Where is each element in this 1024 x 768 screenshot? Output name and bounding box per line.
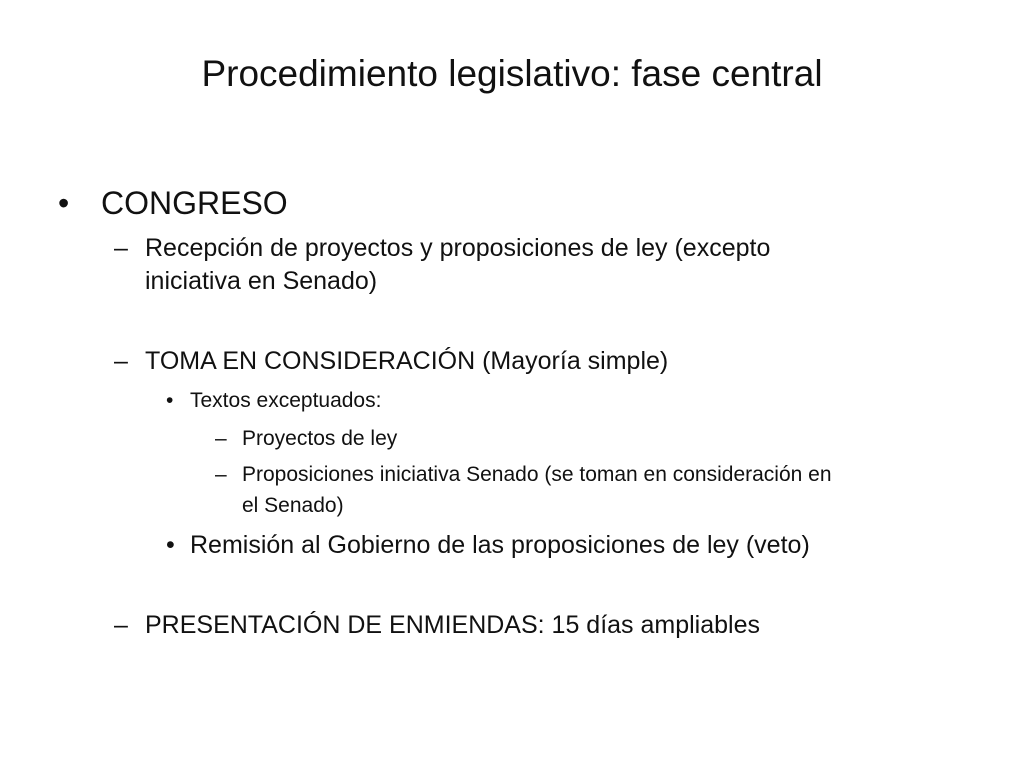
slide-title: Procedimiento legislativo: fase central	[201, 53, 823, 94]
dash-marker: –	[215, 463, 227, 486]
bullet-congreso: CONGRESO	[101, 185, 288, 221]
bullet-remision-gobierno: Remisión al Gobierno de las proposiciones de ley (veto)	[190, 531, 810, 559]
dash-marker: –	[114, 611, 128, 639]
bullet-recepcion-line2: iniciativa en Senado)	[145, 267, 378, 295]
bullet-presentacion-enmiendas: PRESENTACIÓN DE ENMIENDAS: 15 días ampliables	[145, 611, 761, 639]
bullet-proposiciones-line2: el Senado)	[242, 494, 344, 517]
bullet-marker: •	[58, 185, 70, 221]
bullet-recepcion-line1: Recepción de proyectos y proposiciones de ley (excepto	[145, 234, 771, 262]
bullet-marker: •	[166, 389, 174, 412]
bullet-proyectos-de-ley: Proyectos de ley	[242, 427, 398, 450]
bullet-textos-exceptuados: Textos exceptuados:	[190, 389, 382, 412]
dash-marker: –	[114, 347, 128, 375]
dash-marker: –	[215, 427, 227, 450]
bullet-proposiciones-line1: Proposiciones iniciativa Senado (se toman en consideración en	[242, 463, 832, 486]
bullet-toma-consideracion: TOMA EN CONSIDERACIÓN (Mayoría simple)	[145, 347, 669, 375]
bullet-marker: •	[166, 531, 175, 559]
dash-marker: –	[114, 234, 128, 262]
